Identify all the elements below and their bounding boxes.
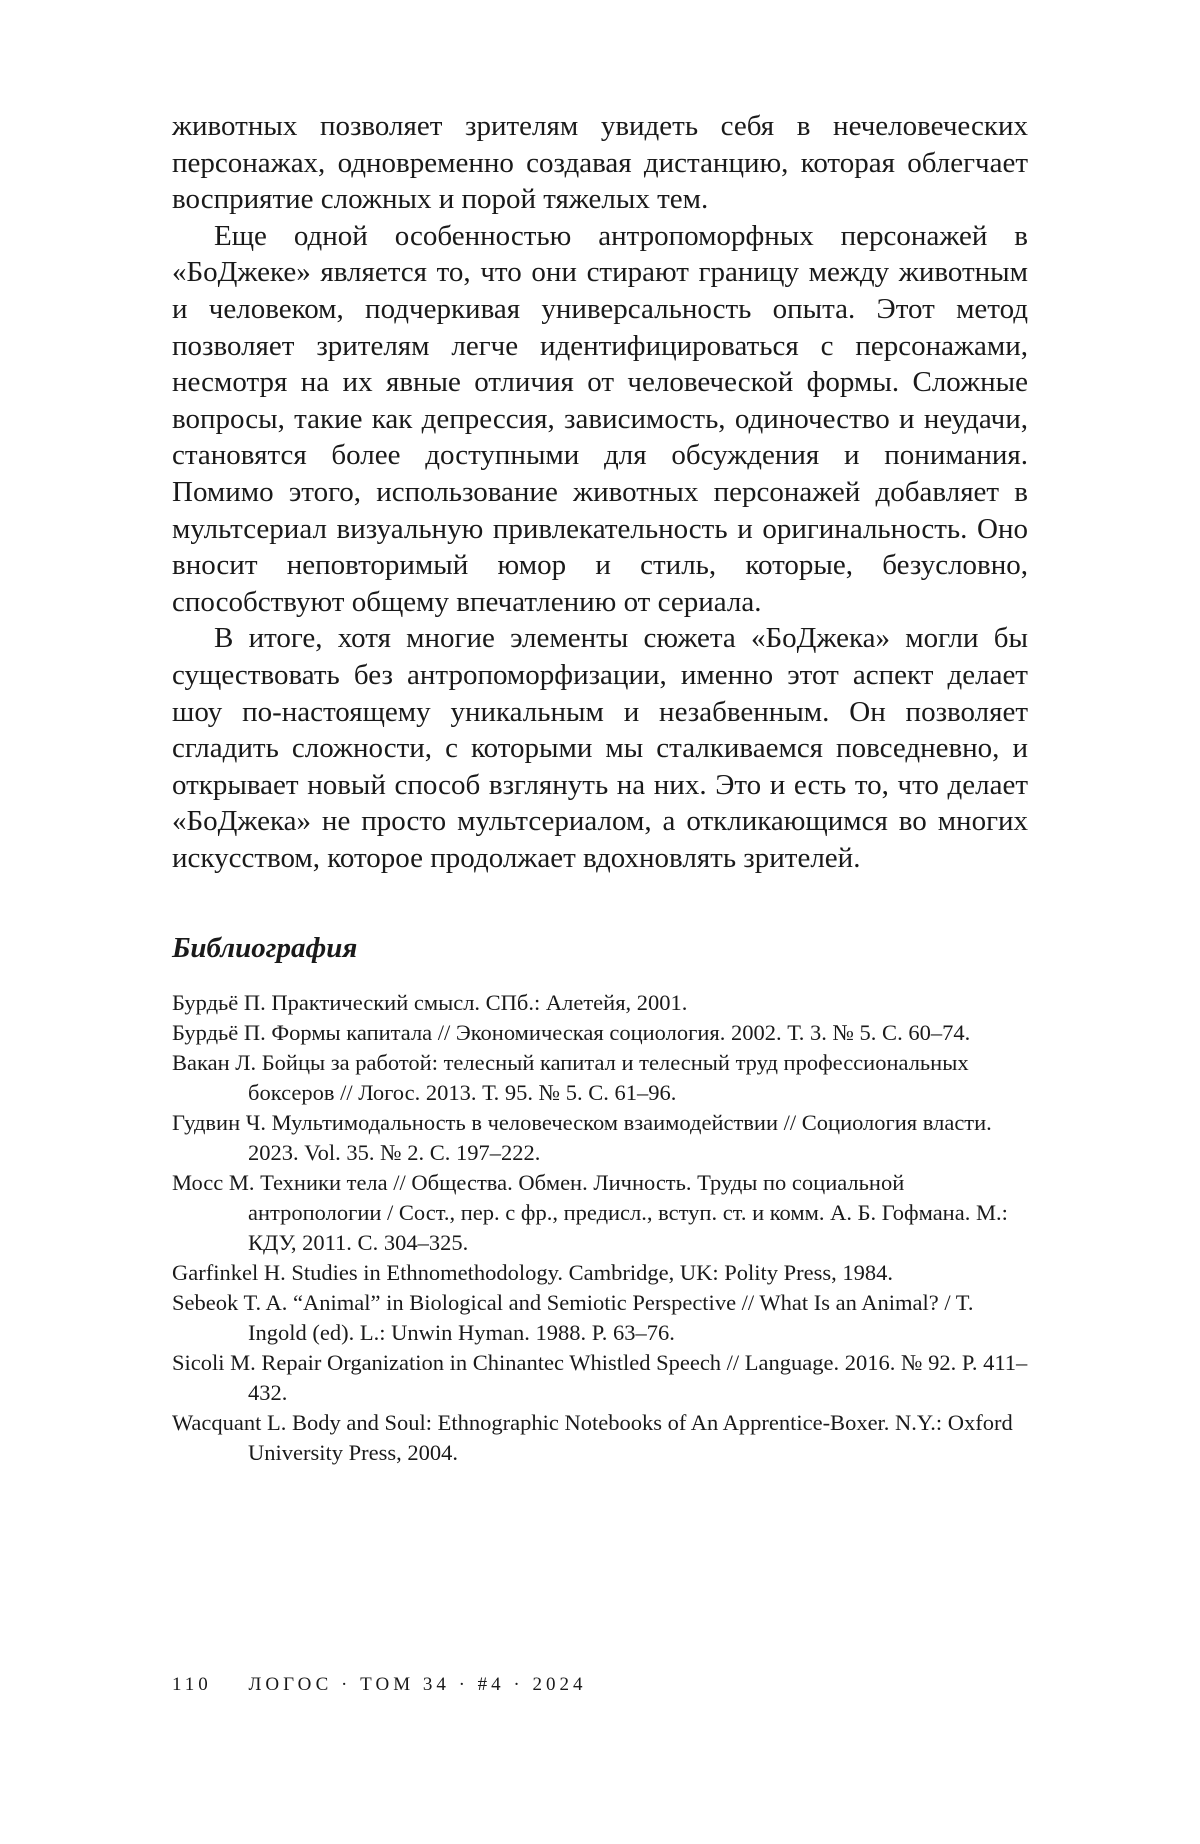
bibliography-entry: Вакан Л. Бойцы за работой: телесный капитал и телесный труд профессиональных боксеров // Логос. 2013. Т. 95. № 5. С. 61–96. xyxy=(172,1050,969,1106)
paragraph: животных позволяет зрителям увидеть себя в нечеловеческих персонажах, одновременно создавая дистанцию, которая облегчает восприятие сложных и порой тяжелых тем. xyxy=(172,110,1028,216)
bibliography-entry: Sebeok T. A. “Animal” in Biological and Semiotic Perspective // What Is an Animal? / T. Ingold (ed). L.: Unwin Hyman. 1988. P. 63–76. xyxy=(172,1290,974,1346)
article-body xyxy=(172,108,1028,876)
bibliography-entry: Sicoli M. Repair Organization in Chinantec Whistled Speech // Language. 2016. № 92. P. 411–432. xyxy=(172,1350,1028,1406)
running-head: ЛОГОС · ТОМ 34 · #4 · 2024 xyxy=(248,1674,587,1695)
page-footer xyxy=(172,1674,587,1696)
paragraph: Еще одной особенностью антропоморфных персонажей в «БоДжеке» является то, что они стирают границу между животным и человеком, подчеркивая универсальность опыта. Этот метод позволяет зрителям легче идентифицироваться с персонажами, несмотря на их явные отличия от человеческой формы. Сложные вопросы, такие как депрессия, зависимость, одиночество и неудачи, становятся более доступными для обсуждения и понимания. Помимо этого, использование животных персонажей добавляет в мультсериал визуальную привлекательность и оригинальность. Оно вносит неповторимый юмор и стиль, которые, безусловно, способствуют общему впечатлению от сериала. xyxy=(172,219,1028,618)
bibliography-entry: Garfinkel H. Studies in Ethnomethodology. Cambridge, UK: Polity Press, 1984. xyxy=(172,1260,893,1286)
bibliography-entry: Wacquant L. Body and Soul: Ethnographic Notebooks of An Apprentice-Boxer. N.Y.: Oxford University Press, 2004. xyxy=(172,1410,1013,1466)
paragraph: В итоге, хотя многие элементы сюжета «БоДжека» могли бы существовать без антропоморфизации, именно этот аспект делает шоу по-настоящему уникальным и незабвенным. Он позволяет сгладить сложности, с которыми мы сталкиваемся повседневно, и открывает новый способ взглянуть на них. Это и есть то, что делает «БоДжека» не просто мультсериалом, а откликающимся во многих искусством, которое продолжает вдохновлять зрителей. xyxy=(172,622,1028,874)
bibliography-heading: Библиография xyxy=(172,932,358,965)
bibliography-entry: Гудвин Ч. Мультимодальность в человеческом взаимодействии // Социология власти. 2023. Vol. 35. № 2. С. 197–222. xyxy=(172,1110,992,1166)
page-content xyxy=(172,108,1028,1468)
bibliography-entry: Бурдьё П. Формы капитала // Экономическая социология. 2002. Т. 3. № 5. С. 60–74. xyxy=(172,1020,971,1046)
bibliography-list xyxy=(172,988,1028,1468)
bibliography-entry: Мосс М. Техники тела // Общества. Обмен. Личность. Труды по социальной антропологии / Сост., пер. с фр., предисл., вступ. ст. и комм. А. Б. Гофмана. М.: КДУ, 2011. С. 304–325. xyxy=(172,1170,1008,1256)
page-number: 110 xyxy=(172,1674,212,1695)
bibliography-entry: Бурдьё П. Практический смысл. СПб.: Алетейя, 2001. xyxy=(172,990,688,1016)
